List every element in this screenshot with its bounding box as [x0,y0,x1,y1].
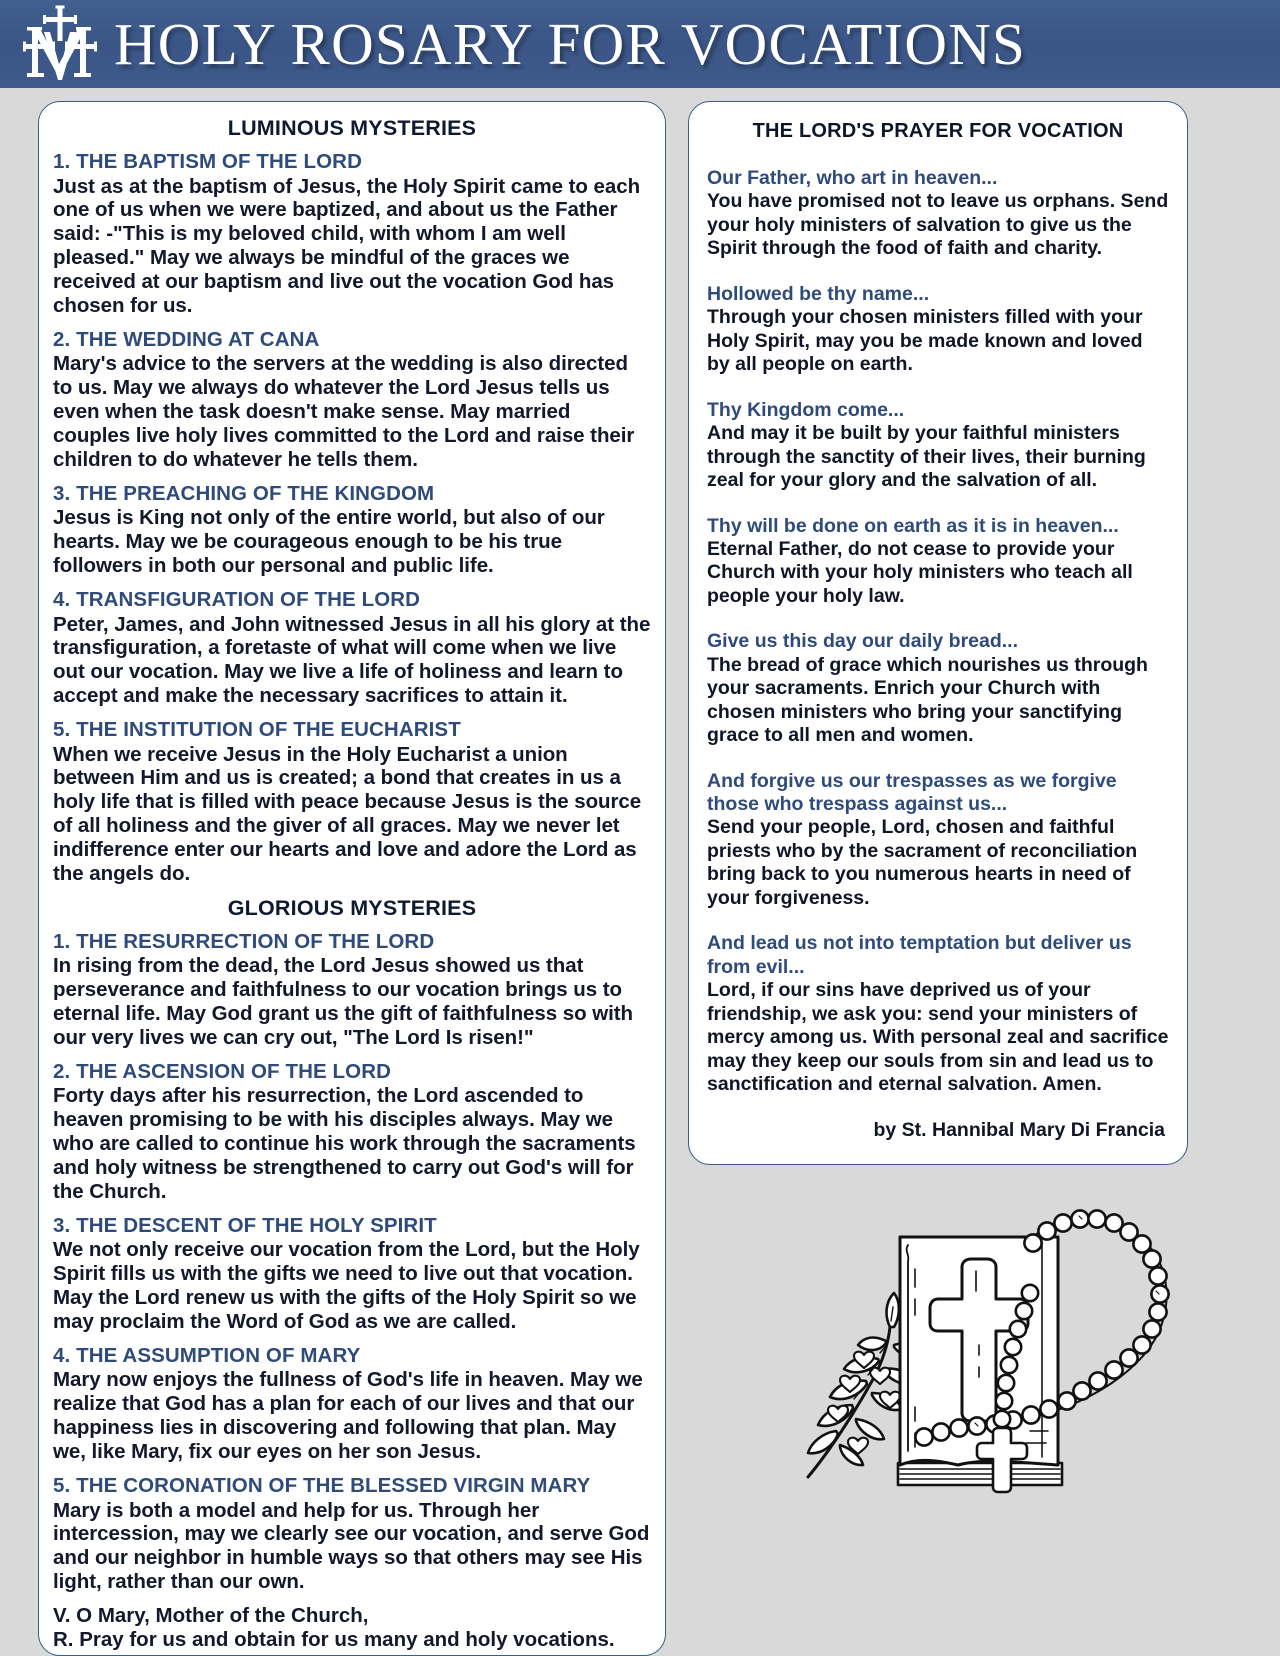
marian-monogram-cross-icon [14,4,106,84]
petition-heading: Hollowed be thy name... [707,282,930,305]
mystery-body: Forty days after his resurrection, the Lord ascended to heaven promising to be with his disciples always. May we who are called to continue his work through the sacraments and holy witness be strengthened to carry out God's will for the Church. [53,1084,636,1203]
versicle-line: V. O Mary, Mother of the Church, [53,1604,369,1627]
petition-item [707,283,1169,377]
mystery-item [53,1344,651,1464]
mystery-body: Jesus is King not only of the entire world, but also of our hearts. May we be courageous enough to be his true followers in both our personal and public life. [53,506,605,578]
petition-heading: Give us this day our daily bread... [707,630,1019,653]
section-title-glorious: GLORIOUS MYSTERIES [227,895,477,920]
page-header [0,0,1280,88]
petition-item [707,630,1169,747]
petition-body: You have promised not to leave us orphans. Send your holy ministers of salvation to give us the Spirit through the food of faith and charity. [707,190,1169,260]
mystery-item [53,1214,651,1334]
mystery-item [53,1474,651,1594]
petition-item [707,770,1169,911]
mystery-item [53,328,651,472]
mystery-heading: 5. THE INSTITUTION OF THE EUCHARIST [53,718,461,741]
petition-body: Through your chosen ministers filled with your Holy Spirit, may you be made known and loved by all people on earth. [707,306,1143,376]
mystery-body: Mary now enjoys the fullness of God's life in heaven. May we realize that God has a plan for each of our lives and that our happiness lies in discovering and following that plan. May we, like Mary, fix our eyes on her son Jesus. [53,1368,643,1464]
mystery-heading: 4. THE ASSUMPTION OF MARY [53,1343,361,1367]
petition-item [707,932,1169,1096]
mystery-heading: 5. THE CORONATION OF THE BLESSED VIRGIN MARY [53,1473,591,1497]
mystery-body: Just as at the baptism of Jesus, the Holy Spirit came to each one of us when we were baptized, and about us the Father said: -"This is my beloved child, with whom I am well pleased." May we always be mindful of the graces we received at our baptism and live out the vocation God has chosen for us. [53,174,641,317]
mystery-item [53,718,651,886]
petition-heading: And forgive us our trespasses as we forgive those who trespass against us... [707,769,1117,816]
petition-body: Lord, if our sins have deprived us of your friendship, we ask you: send your ministers of mercy among us. With personal zeal and sacrifice may they keep our souls from sin and lead us to sanctification and eternal salvation. Amen. [707,979,1169,1096]
petition-item [707,167,1169,261]
petition-body: Eternal Father, do not cease to provide your Church with your holy ministers who teach all people your holy law. [707,537,1133,607]
petition-heading: Thy will be done on earth as it is in heaven... [707,514,1119,537]
attribution-text: by St. Hannibal Mary Di Francia [873,1118,1165,1141]
mystery-body: Mary is both a model and help for us. Through her intercession, may we clearly see our vocation, and serve God and our neighbor in humble ways so that others may see His light, rather than our own. [53,1498,650,1594]
mystery-heading: 2. THE ASCENSION OF THE LORD [53,1059,392,1083]
mystery-heading: 4. TRANSFIGURATION OF THE LORD [53,587,421,611]
petition-item [707,515,1169,609]
mystery-heading: 3. THE DESCENT OF THE HOLY SPIRIT [53,1213,437,1237]
petition-item [707,399,1169,493]
section-title-luminous: LUMINOUS MYSTERIES [227,116,477,140]
mysteries-card [38,101,666,1656]
page-title: HOLY ROSARY FOR VOCATIONS [114,10,1026,77]
petition-body: Send your people, Lord, chosen and faithful priests who by the sacrament of reconciliation bring back to you numerous hearts in need of your forgiveness. [707,816,1138,909]
mystery-body: When we receive Jesus in the Holy Eucharist a union between Him and us is created; a bond that creates in us a holy life that is filled with peace because Jesus is the source of all holiness and the giver of all graces. May we never let indifference enter our hearts and love and adore the Lord as the angels do. [53,742,642,885]
mystery-item [53,930,651,1050]
mystery-heading: 3. THE PREACHING OF THE KINGDOM [53,481,435,505]
mystery-body: We not only receive our vocation from the Lord, but the Holy Spirit fills us with the gifts we need to live out that vocation. May the Lord renew us with the gifts of the Holy Spirit so we may proclaim the Word of God as we are called. [53,1238,640,1333]
mystery-item [53,150,651,318]
petition-body: The bread of grace which nourishes us through your sacraments. Enrich your Church with chosen ministers who bring your sanctifying grace to all men and women. [707,653,1148,747]
response-line: R. Pray for us and obtain for us many and holy vocations. [53,1627,615,1651]
lords-prayer-card [688,101,1188,1165]
petition-body: And may it be built by your faithful ministers through the sanctity of their lives, their burning zeal for your glory and the salvation of all. [707,422,1146,492]
petition-heading: Thy Kingdom come... [707,398,905,421]
petition-heading: And lead us not into temptation but deliver us from evil... [707,932,1132,978]
mystery-heading: 2. THE WEDDING AT CANA [53,327,320,351]
mystery-heading: 1. THE BAPTISM OF THE LORD [53,150,362,173]
lords-prayer-title: THE LORD'S PRAYER FOR VOCATION [752,120,1124,142]
petition-heading: Our Father, who art in heaven... [707,167,998,189]
mystery-item [53,482,651,578]
mystery-item [53,1060,651,1204]
mystery-heading: 1. THE RESURRECTION OF THE LORD [53,929,435,953]
mystery-body: Mary's advice to the servers at the wedding is also directed to us. May we always do whatever the Lord Jesus tells us even when the task doesn't make sense. May married couples live holy lives committed to the Lord and raise their children to do whatever he tells them. [53,352,635,471]
mystery-item [53,588,651,708]
mystery-body: In rising from the dead, the Lord Jesus showed us that perseverance and faithfulness to our vocation brings us to eternal life. May God grant us the gift of faithfulness so with our very lives we can cry out, "The Lord Is risen!" [53,954,634,1049]
bible-rosary-olive-branch-illustration [790,1195,1190,1515]
mystery-body: Peter, James, and John witnessed Jesus in all his glory at the transfiguration, a foretaste of what will come when we live out our vocation. May we live a life of holiness and learn to accept and make the necessary sacrifices to attain it. [53,612,651,708]
